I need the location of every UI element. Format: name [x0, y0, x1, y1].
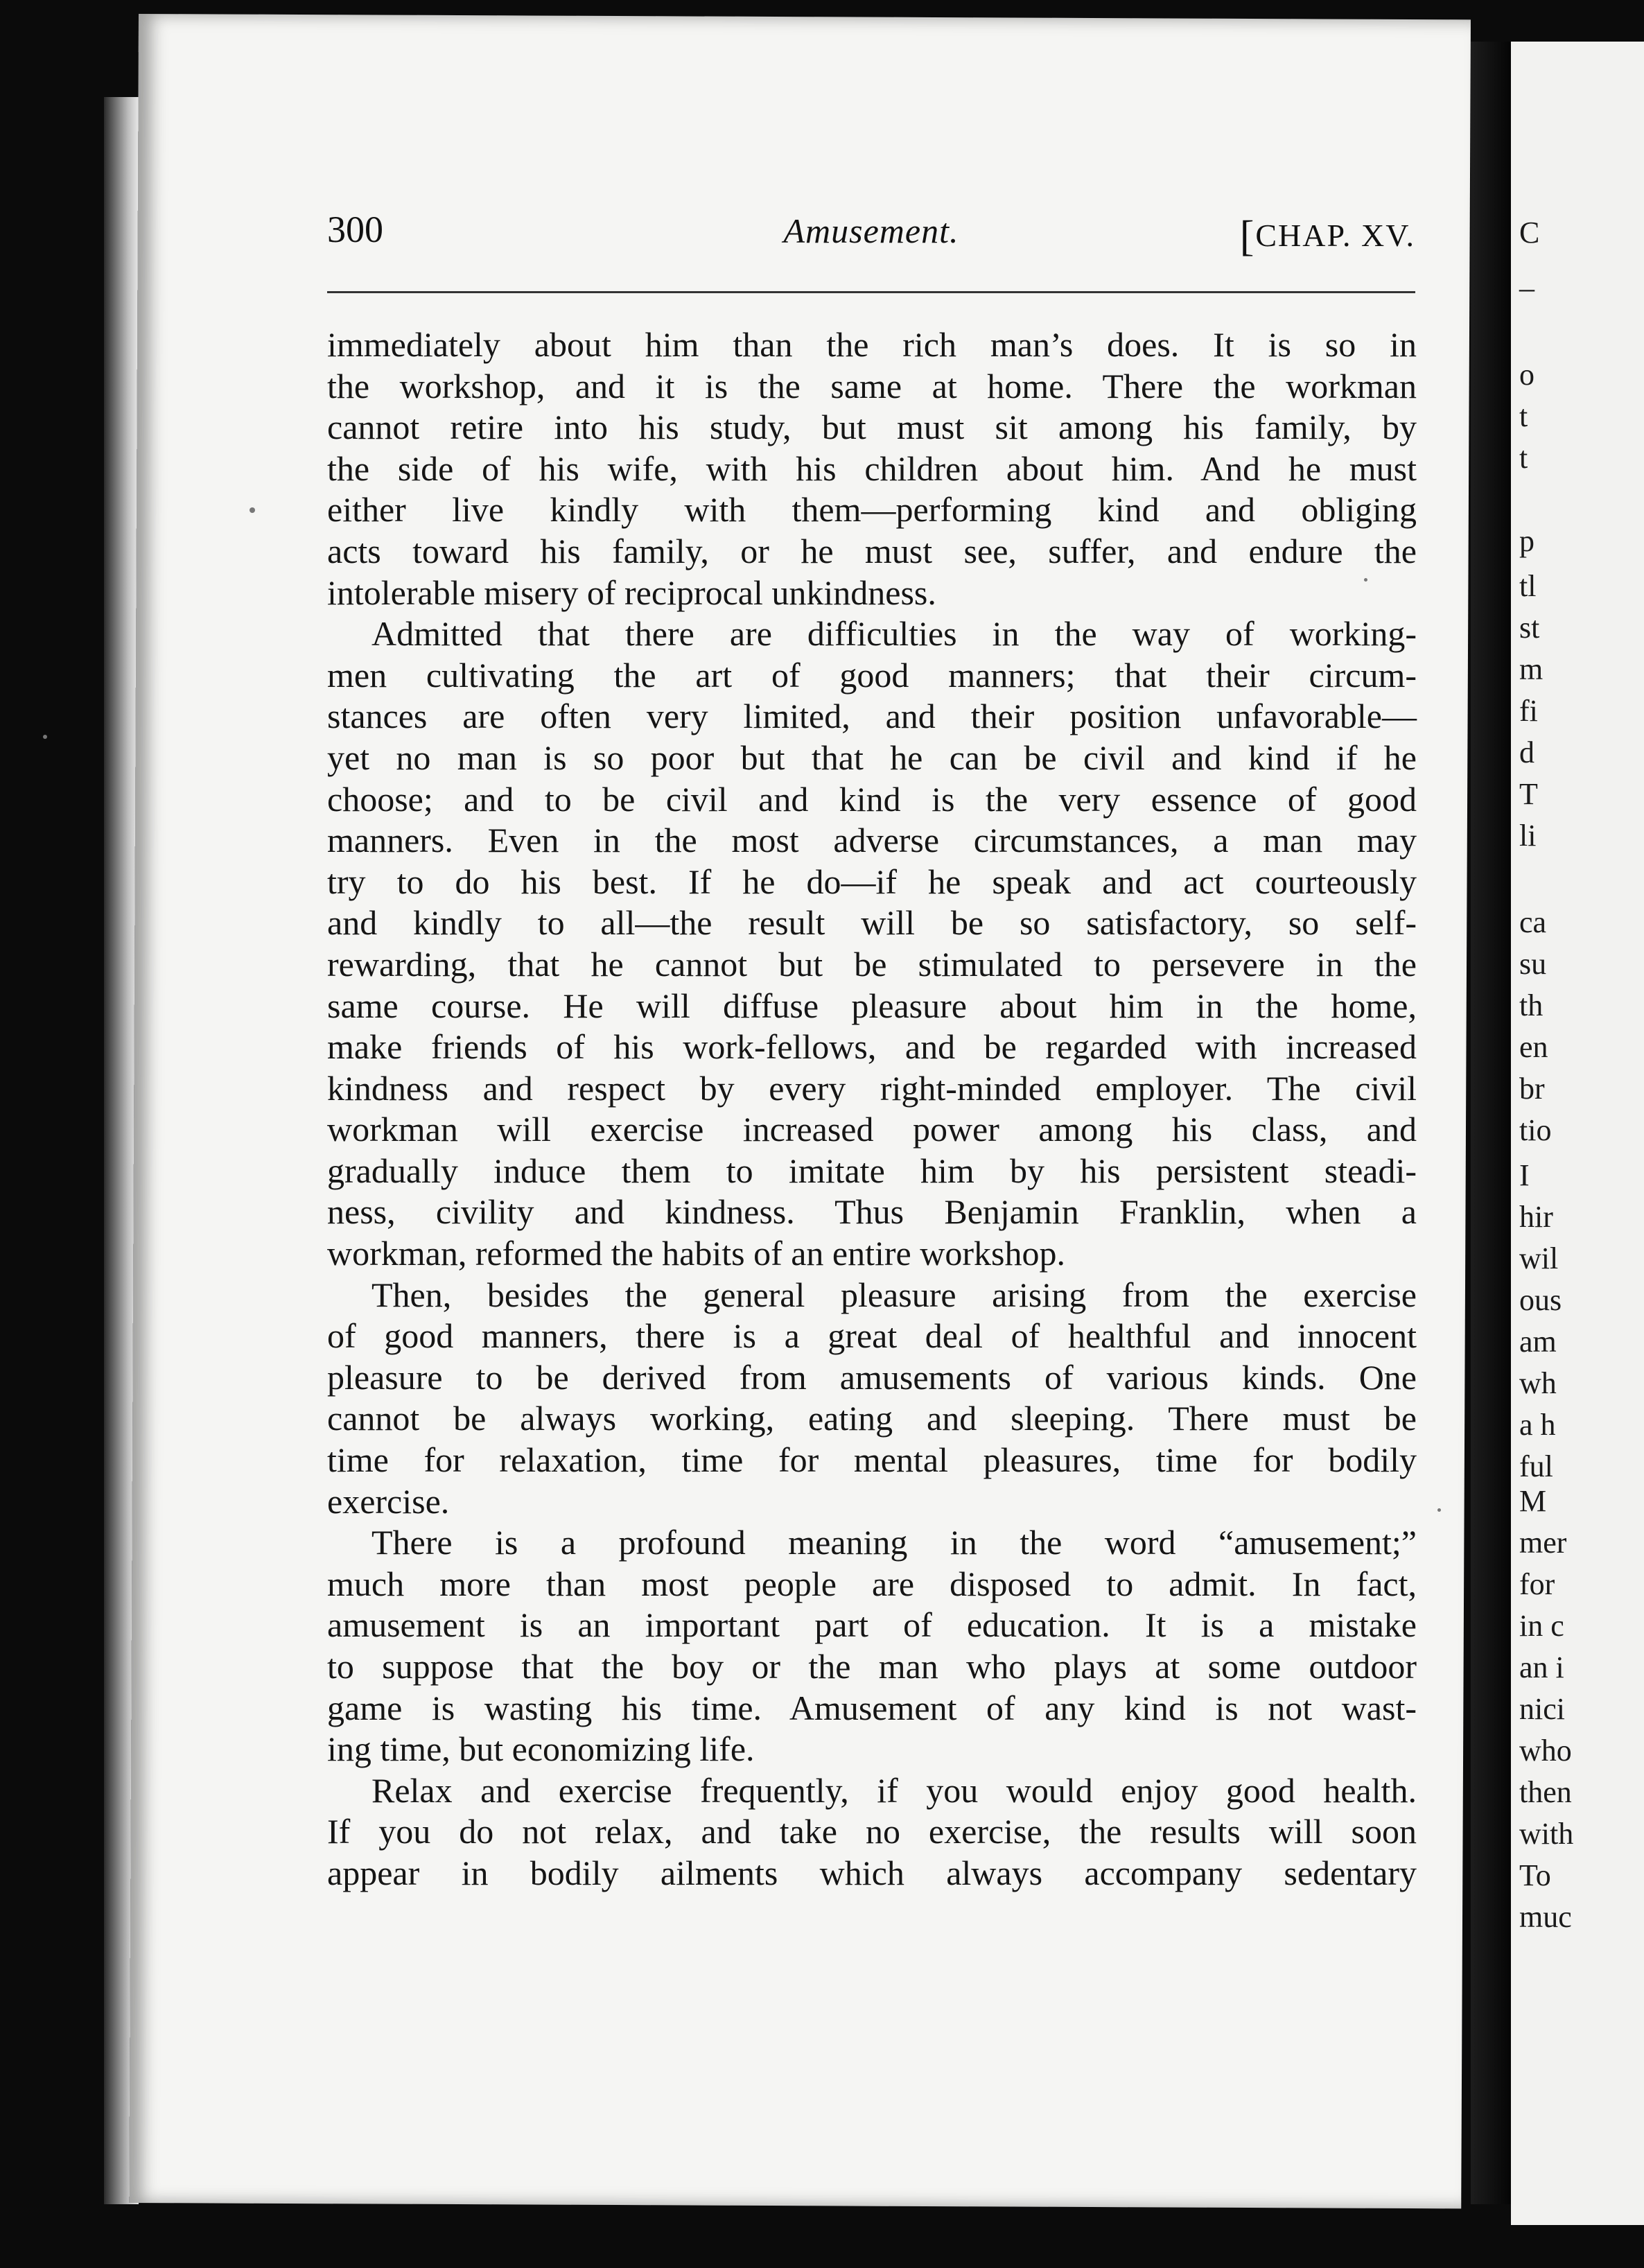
facing-page-fragment: a h	[1519, 1408, 1556, 1442]
page-header	[327, 208, 1415, 260]
facing-page-fragment: en	[1519, 1030, 1548, 1064]
body-text	[327, 324, 1417, 1894]
text-line: of good manners, there is a great deal of healthful and innocent	[327, 1316, 1417, 1356]
facing-page-fragment: nici	[1519, 1692, 1565, 1726]
text-line: either live kindly with them—performing kind and obliging	[327, 490, 1417, 530]
text-line: make friends of his work-fellows, and be regarded with increased	[327, 1027, 1417, 1067]
dust-speck	[1364, 578, 1367, 582]
text-line: cannot be always working, eating and sleeping. There must be	[327, 1399, 1417, 1438]
paragraph	[327, 1770, 1417, 1894]
facing-page-fragment: wil	[1519, 1241, 1559, 1275]
text-line: to suppose that the boy or the man who plays at some outdoor	[327, 1647, 1417, 1686]
facing-page-fragment: ca	[1519, 905, 1547, 939]
page-number: 300	[327, 209, 383, 250]
facing-page-fragment: I	[1519, 1158, 1530, 1192]
facing-page-fragment: th	[1519, 988, 1544, 1022]
facing-page-fragment: M	[1519, 1484, 1547, 1518]
text-line: kindness and respect by every right-minded employer. The civil	[327, 1068, 1417, 1108]
text-line: workman will exercise increased power among his class, and	[327, 1110, 1417, 1149]
facing-page-fragment: for	[1519, 1567, 1555, 1601]
facing-page-fragment: su	[1519, 947, 1547, 981]
text-line: ness, civility and kindness. Thus Benjamin Franklin, when a	[327, 1192, 1417, 1232]
text-line: pleasure to be derived from amusements of various kinds. One	[327, 1357, 1417, 1397]
chapter-bracket: [	[1239, 213, 1256, 260]
facing-page-fragment: To	[1519, 1858, 1551, 1892]
text-line: gradually induce them to imitate him by his persistent steadi-	[327, 1151, 1417, 1190]
dust-speck	[250, 507, 255, 513]
facing-page-fragment: with	[1519, 1817, 1574, 1851]
facing-page-fragment: –	[1519, 271, 1534, 305]
dust-speck	[43, 735, 47, 739]
facing-page-fragment: mer	[1519, 1526, 1567, 1560]
text-line: There is a profound meaning in the word “amusement;”	[371, 1523, 1417, 1562]
text-line: and kindly to all—the result will be so satisfactory, so self-	[327, 903, 1417, 943]
facing-page-fragment: br	[1519, 1072, 1545, 1106]
text-line: Then, besides the general pleasure arising from the exercise	[371, 1275, 1417, 1314]
facing-page-fragment: hir	[1519, 1200, 1553, 1234]
facing-page-fragment: tio	[1519, 1113, 1552, 1147]
facing-page-fragment: st	[1519, 611, 1540, 645]
text-line: acts toward his family, or he must see, suffer, and endure the	[327, 531, 1417, 570]
text-line: yet no man is so poor but that he can be civil and kind if he	[327, 738, 1417, 777]
paragraph	[327, 1522, 1417, 1770]
text-line-last: ing time, but economizing life.	[327, 1729, 755, 1769]
facing-page-fragment: li	[1519, 819, 1537, 853]
facing-page-fragment: ous	[1519, 1283, 1562, 1317]
text-line-last: intolerable misery of reciprocal unkindness.	[327, 573, 936, 612]
paragraph	[327, 613, 1417, 1275]
header-rule	[327, 291, 1415, 293]
facing-page-fragment: who	[1519, 1734, 1572, 1768]
text-line: cannot retire into his study, but must sit among his family, by	[327, 408, 1417, 447]
facing-page	[1511, 42, 1644, 2225]
text-line: much more than most people are disposed to admit. In fact,	[327, 1564, 1417, 1603]
text-line: appear in bodily ailments which always accompany sedentary	[327, 1853, 1417, 1892]
chapter-label	[1239, 208, 1415, 260]
facing-page-fragment: m	[1519, 652, 1544, 686]
text-line: the workshop, and it is the same at home. There the workman	[327, 366, 1417, 405]
text-line: try to do his best. If he do—if he speak and act courteously	[327, 862, 1417, 901]
facing-page-fragment: an i	[1519, 1650, 1564, 1684]
text-line: rewarding, that he cannot but be stimulated to persevere in the	[327, 944, 1417, 984]
facing-page-fragment: muc	[1519, 1900, 1572, 1934]
text-line: choose; and to be civil and kind is the very essence of good	[327, 779, 1417, 819]
chapter-text: CHAP. XV.	[1255, 218, 1415, 253]
text-line: men cultivating the art of good manners; that their circum-	[327, 655, 1417, 695]
text-line: stances are often very limited, and their position unfavorable—	[327, 697, 1417, 736]
facing-page-fragment: t	[1519, 399, 1528, 433]
text-line-last: exercise.	[327, 1481, 450, 1521]
facing-page-fragment: o	[1519, 358, 1534, 392]
dust-speck	[1437, 1508, 1441, 1512]
text-line: amusement is an important part of education. It is a mistake	[327, 1605, 1417, 1645]
text-line: If you do not relax, and take no exercise, the results will soon	[327, 1812, 1417, 1851]
facing-page-fragment: d	[1519, 735, 1534, 769]
book-spine	[1471, 42, 1511, 2204]
text-line: time for relaxation, time for mental pleasures, time for bodily	[327, 1440, 1417, 1480]
facing-page-fragment: tl	[1519, 569, 1537, 603]
text-line-last: workman, reformed the habits of an entire workshop.	[327, 1234, 1065, 1273]
text-line: Admitted that there are difficulties in the way of working-	[371, 614, 1417, 654]
facing-page-fragment: T	[1519, 777, 1538, 811]
facing-page-fragment: then	[1519, 1775, 1572, 1809]
facing-page-fragment: am	[1519, 1325, 1557, 1359]
facing-page-fragment: C	[1519, 216, 1540, 250]
facing-page-fragment: ful	[1519, 1449, 1553, 1483]
text-line: same course. He will diffuse pleasure about him in the home,	[327, 986, 1417, 1025]
text-line: manners. Even in the most adverse circumstances, a man may	[327, 821, 1417, 860]
paragraph	[327, 324, 1417, 613]
facing-page-fragment: wh	[1519, 1366, 1557, 1400]
facing-page-fragment: fi	[1519, 694, 1538, 728]
facing-page-fragment: t	[1519, 441, 1528, 475]
facing-page-fragment: in c	[1519, 1609, 1564, 1643]
paragraph	[327, 1275, 1417, 1523]
text-line: Relax and exercise frequently, if you would enjoy good health.	[371, 1770, 1417, 1810]
text-line: immediately about him than the rich man’s does. It is so in	[327, 325, 1417, 364]
text-line: the side of his wife, with his children about him. And he must	[327, 448, 1417, 488]
running-title: Amusement.	[783, 211, 959, 250]
text-line: game is wasting his time. Amusement of any kind is not wast-	[327, 1688, 1417, 1727]
facing-page-fragment: p	[1519, 524, 1534, 558]
